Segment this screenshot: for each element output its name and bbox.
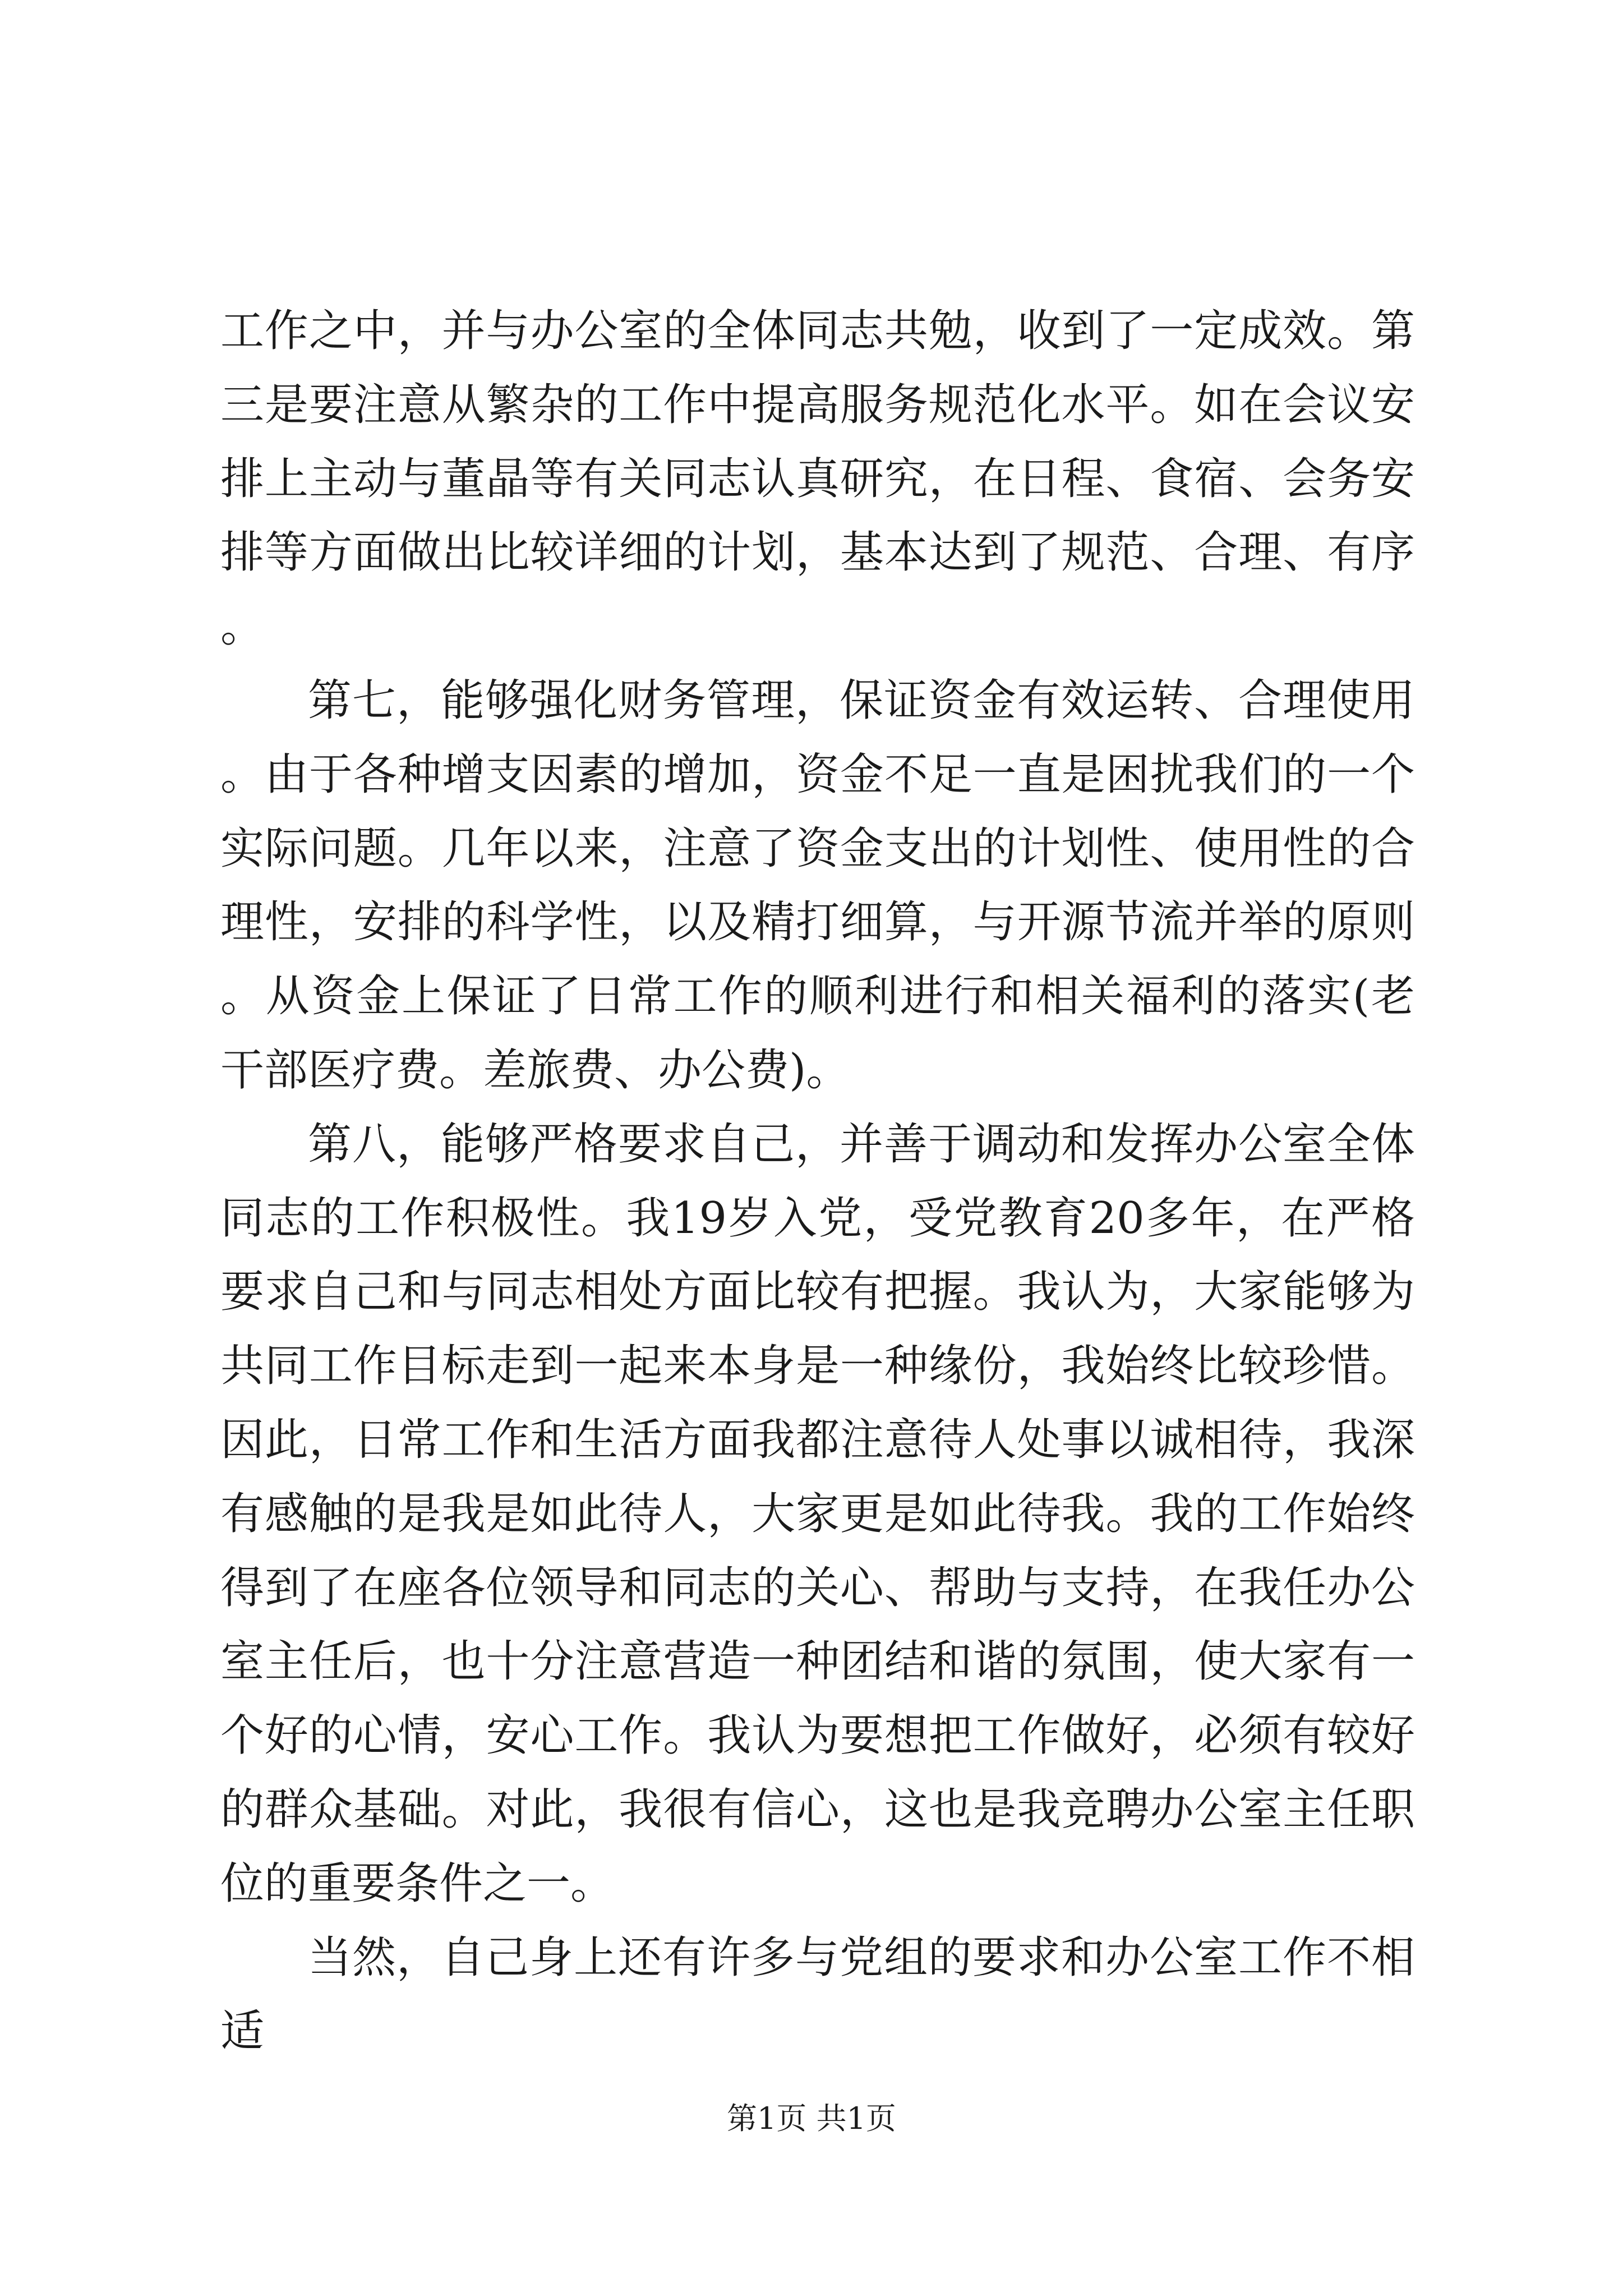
paragraph-eighth-point: 第八，能够严格要求自己，并善于调动和发挥办公室全体同志的工作积极性。我19岁入党，受党教育20多年，在严格要求自己和与同志相处方面比较有把握。我认为，大家能够为共同工作目标走到一起来本身是一种缘份，我始终比较珍惜。因此，日常工作和生活方面我都注意待人处事以诚相待，我深有感触的是我是如此待人，大家更是如此待我。我的工作始终得到了在座各位领导和同志的关心、帮助与支持，在我任办公室主任后，也十分注意营造一种团结和谐的氛围，使大家有一个好的心情，安心工作。我认为要想把工作做好，必须有较好的群众基础。对此，我很有信心，这也是我竞聘办公室主任职位的重要条件之一。 bbox=[220, 1119, 1415, 1909]
document-body bbox=[220, 295, 1415, 2069]
paragraph-seventh-point: 第七，能够强化财务管理，保证资金有效运转、合理使用。由于各种增支因素的增加，资金不足一直是困扰我们的一个实际问题。几年以来，注意了资金支出的计划性、使用性的合理性，安排的科学性，以及精打细算，与开源节流并举的原则。从资金上保证了日常工作的顺利进行和相关福利的落实(老干部医疗费。差旅费、办公费)。 bbox=[220, 675, 1415, 1096]
page-footer: 第1页 共1页 bbox=[727, 2101, 896, 2136]
paragraph-shortcomings: 当然，自己身上还有许多与党组的要求和办公室工作不相适 bbox=[220, 1932, 1415, 2057]
paragraph-continuation: 工作之中，并与办公室的全体同志共勉，收到了一定成效。第三是要注意从繁杂的工作中提高服务规范化水平。如在会议安排上主动与董晶等有关同志认真研究，在日程、食宿、会务安排等方面做出比较详细的计划，基本达到了规范、合理、有序。 bbox=[220, 306, 1415, 652]
